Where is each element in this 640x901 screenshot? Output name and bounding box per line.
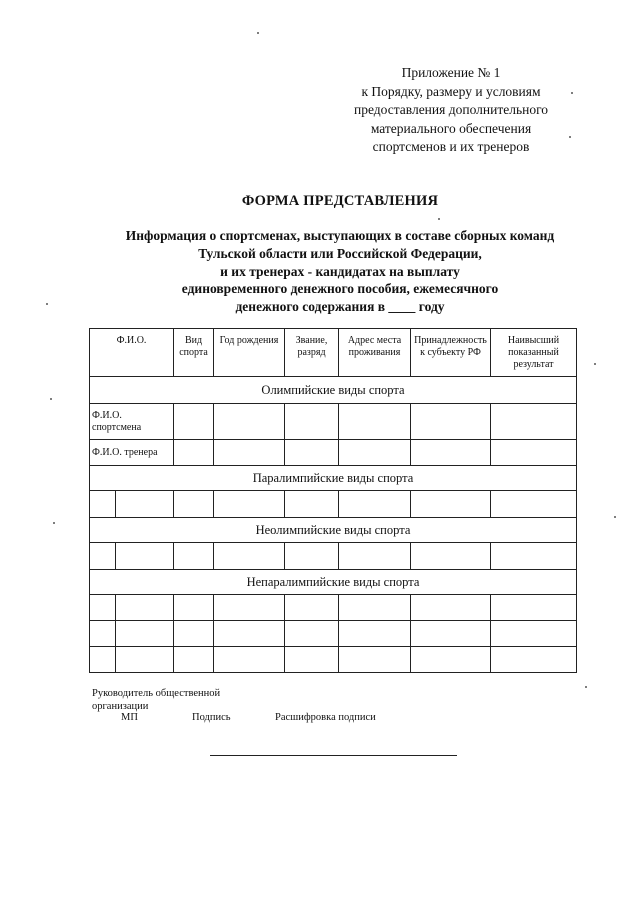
table-cell — [214, 404, 285, 440]
form-subtitle-line-2: Тульской области или Российской Федерации, — [198, 245, 482, 261]
table-cell — [491, 404, 577, 440]
scan-speck — [571, 92, 573, 94]
table-cell — [90, 647, 116, 673]
table-cell — [90, 491, 116, 518]
scan-speck — [46, 303, 48, 305]
table-cell — [411, 621, 491, 647]
section-non-paralympic: Непаралимпийские виды спорта — [90, 570, 577, 595]
row-label-coach: Ф.И.О. тренера — [90, 440, 174, 466]
signature-head-line-1: Руководитель общественной — [92, 688, 221, 699]
section-olympic: Олимпийские виды спорта — [90, 377, 577, 404]
table-cell — [339, 404, 411, 440]
table-cell — [174, 491, 214, 518]
table-cell — [174, 543, 214, 570]
scan-speck — [438, 218, 440, 220]
scan-speck — [53, 522, 55, 524]
scan-speck — [585, 686, 587, 688]
table-cell — [116, 621, 174, 647]
appendix-line-5: спортсменов и их тренеров — [372, 139, 530, 154]
table-cell — [491, 440, 577, 466]
header-birth-year: Год рождения — [214, 329, 285, 377]
table-cell — [285, 595, 339, 621]
table-cell — [116, 595, 174, 621]
table-cell — [214, 491, 285, 518]
header-best-result: Наивысший показанный результат — [491, 329, 577, 377]
table-cell — [491, 647, 577, 673]
table-cell — [214, 440, 285, 466]
section-paralympic-row — [90, 466, 577, 491]
table-header-row — [90, 329, 577, 377]
table-cell — [491, 543, 577, 570]
header-address: Адрес места проживания — [339, 329, 411, 377]
section-olympic-row — [90, 377, 577, 404]
form-subtitle-line-5: денежного содержания в ____ году — [235, 299, 445, 315]
table-cell — [90, 621, 116, 647]
table-cell — [491, 491, 577, 518]
table-cell — [116, 491, 174, 518]
table-cell — [285, 543, 339, 570]
table-row — [90, 440, 577, 466]
table-cell — [411, 647, 491, 673]
table-cell — [174, 440, 214, 466]
table-row — [90, 595, 577, 621]
table-cell — [411, 595, 491, 621]
scan-speck — [257, 32, 259, 34]
table-cell — [339, 440, 411, 466]
signature-head — [92, 688, 220, 713]
table-cell — [411, 543, 491, 570]
header-region: Принадлежность к субъекту РФ — [411, 329, 491, 377]
table-cell — [339, 491, 411, 518]
table-cell — [285, 647, 339, 673]
table-cell — [116, 647, 174, 673]
appendix-line-4: материального обеспечения — [370, 120, 532, 136]
table-cell — [339, 543, 411, 570]
table-cell — [339, 595, 411, 621]
signature-mp: МП — [121, 712, 138, 723]
table-cell — [174, 621, 214, 647]
table-cell — [214, 647, 285, 673]
form-subtitle-line-1: Информация о спортсменах, выступающих в составе сборных команд — [125, 228, 555, 243]
appendix-line-2: к Порядку, размеру и условиям — [361, 83, 541, 99]
table-cell — [214, 595, 285, 621]
appendix-header — [320, 64, 582, 157]
table-cell — [411, 404, 491, 440]
table-cell — [90, 543, 116, 570]
form-subtitle-line-4: единовременного денежного пособия, ежемесячного — [181, 281, 499, 297]
table-row — [90, 621, 577, 647]
table-cell — [174, 404, 214, 440]
table-cell — [285, 404, 339, 440]
form-subtitle-line-3: и их тренерах - кандидатах на выплату — [220, 263, 460, 279]
table-cell — [491, 595, 577, 621]
table-cell — [214, 543, 285, 570]
table-cell — [285, 621, 339, 647]
form-subtitle — [60, 227, 620, 316]
scan-speck — [569, 136, 571, 138]
table-cell — [214, 621, 285, 647]
section-non-paralympic-row — [90, 570, 577, 595]
table-cell — [285, 491, 339, 518]
table-cell — [339, 647, 411, 673]
table-row — [90, 491, 577, 518]
appendix-line-3: предоставления дополнительного — [353, 102, 549, 117]
scan-speck — [614, 516, 616, 518]
table-cell — [116, 543, 174, 570]
header-sport: Вид спорта — [174, 329, 214, 377]
header-fio: Ф.И.О. — [90, 329, 174, 377]
form-title: ФОРМА ПРЕДСТАВЛЕНИЯ — [241, 193, 439, 209]
table-cell — [90, 595, 116, 621]
table-row — [90, 543, 577, 570]
section-non-olympic-row — [90, 518, 577, 543]
signature-decode: Расшифровка подписи — [275, 712, 376, 723]
appendix-line-1: Приложение № 1 — [401, 65, 501, 80]
table-row — [90, 404, 577, 440]
header-rank: Звание, разряд — [285, 329, 339, 377]
table-cell — [411, 440, 491, 466]
table-cell — [174, 647, 214, 673]
signature-head-line-2: организации — [92, 700, 149, 712]
table-cell — [285, 440, 339, 466]
scan-speck — [594, 363, 596, 365]
table-row — [90, 647, 577, 673]
table-cell — [339, 621, 411, 647]
section-paralympic: Паралимпийские виды спорта — [90, 466, 577, 491]
table-cell — [174, 595, 214, 621]
row-label-athlete: Ф.И.О. спортсмена — [90, 404, 174, 440]
scan-speck — [50, 398, 52, 400]
table-cell — [491, 621, 577, 647]
table-cell — [411, 491, 491, 518]
athletes-table — [89, 328, 577, 673]
signature-line — [210, 755, 457, 756]
section-non-olympic: Неолимпийские виды спорта — [90, 518, 577, 543]
signature-sign: Подпись — [192, 712, 231, 723]
